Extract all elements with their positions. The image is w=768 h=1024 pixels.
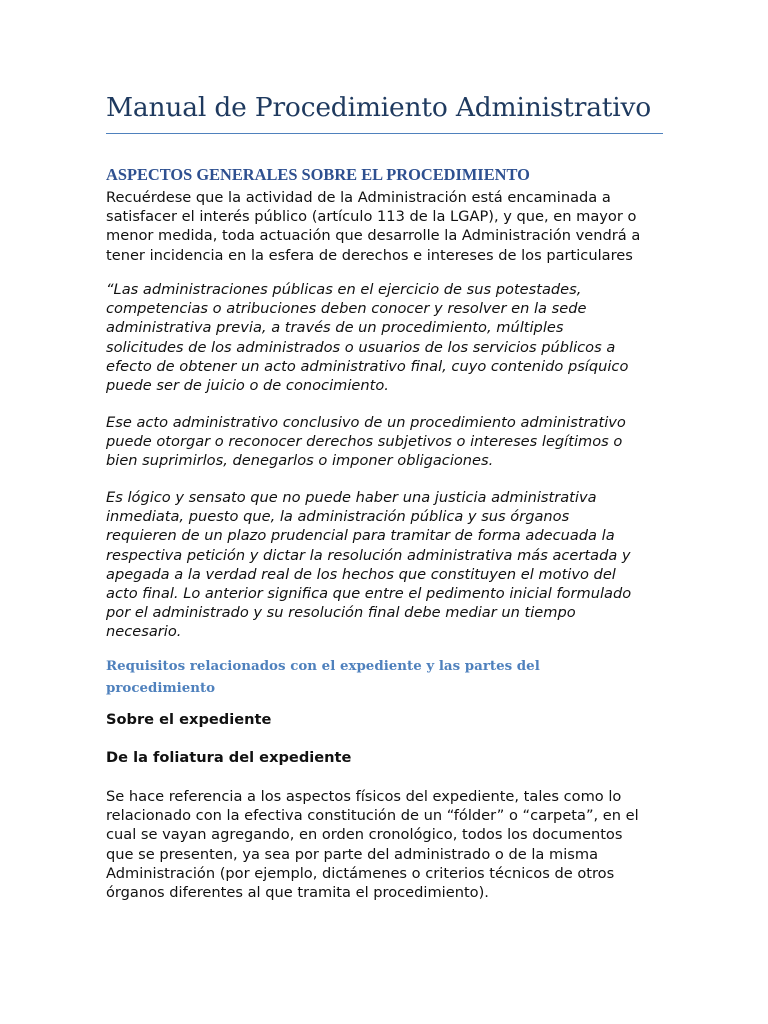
quote-line: inmediata, puesto que, la administración pública y sus órganos — [106, 508, 570, 526]
quote-line: puede ser de juicio o de conocimiento. — [106, 377, 389, 395]
quote-paragraph-3 — [106, 488, 631, 642]
intro-paragraph — [106, 188, 640, 265]
quote-line: competencias o atribuciones deben conocer y resolver en la sede — [106, 300, 587, 318]
quote-line: apegada a la verdad real de los hechos que constituyen el motivo del — [106, 565, 616, 583]
final-line: que se presenten, ya sea por parte del administrado o de la misma — [106, 845, 599, 863]
final-line: cual se vayan agregando, en orden cronológico, todos los documentos — [106, 826, 623, 844]
subsection-heading-line: procedimiento — [106, 680, 216, 696]
intro-line: satisfacer el interés público (artículo 113 de la LGAP), y que, en mayor o — [106, 208, 637, 226]
title-underline-rule — [106, 133, 663, 134]
quote-line: efecto de obtener un acto administrativo final, cuyo contenido psíquico — [106, 357, 629, 375]
final-line: Se hace referencia a los aspectos físicos del expediente, tales como lo — [106, 788, 622, 805]
quote-line: acto final. Lo anterior significa que entre el pedimento inicial formulado — [106, 585, 632, 603]
document-title: Manual de Procedimiento Administrativo — [106, 92, 652, 123]
quote-line: Ese acto administrativo conclusivo de un procedimiento administrativo — [106, 414, 626, 431]
intro-line: tener incidencia en la esfera de derechos e intereses de los particulares — [106, 246, 633, 264]
quote-line: requieren de un plazo prudencial para tramitar de forma adecuada la — [106, 527, 615, 545]
subheading-foliatura: De la foliatura del expediente — [106, 749, 352, 766]
quote-paragraph-1 — [106, 280, 628, 395]
quote-line: Es lógico y sensato que no puede haber una justicia administrativa — [106, 489, 597, 506]
intro-line: Recuérdese que la actividad de la Administración está encaminada a — [106, 189, 611, 206]
subsection-heading — [106, 655, 576, 699]
quote-line: solicitudes de los administrados o usuarios de los servicios públicos a — [106, 338, 616, 356]
final-paragraph — [106, 787, 639, 902]
subheading-sobre-expediente: Sobre el expediente — [106, 711, 272, 728]
intro-line: menor medida, toda actuación que desarrolle la Administración vendrá a — [106, 227, 641, 245]
quote-line: necesario. — [106, 623, 182, 641]
quote-line: bien suprimirlos, denegarlos o imponer obligaciones. — [106, 452, 494, 470]
quote-paragraph-2 — [106, 413, 626, 471]
final-line: órganos diferentes al que tramita el procedimiento). — [106, 884, 489, 902]
final-line: relacionado con la efectiva constitución de un “fólder” o “carpeta”, en el — [106, 807, 639, 825]
quote-line: “Las administraciones públicas en el ejercicio de sus potestades, — [106, 281, 582, 298]
section-heading: ASPECTOS GENERALES SOBRE EL PROCEDIMIENTO — [106, 165, 530, 184]
quote-line: administrativa previa, a través de un procedimiento, múltiples — [106, 319, 564, 337]
quote-line: por el administrado y su resolución final debe mediar un tiempo — [106, 604, 576, 622]
quote-line: puede otorgar o reconocer derechos subjetivos o intereses legítimos o — [106, 433, 623, 451]
subsection-heading-line: Requisitos relacionados con el expediente y las partes del — [106, 658, 540, 674]
quote-line: respectiva petición y dictar la resolución administrativa más acertada y — [106, 546, 631, 564]
final-line: Administración (por ejemplo, dictámenes o criterios técnicos de otros — [106, 864, 615, 882]
